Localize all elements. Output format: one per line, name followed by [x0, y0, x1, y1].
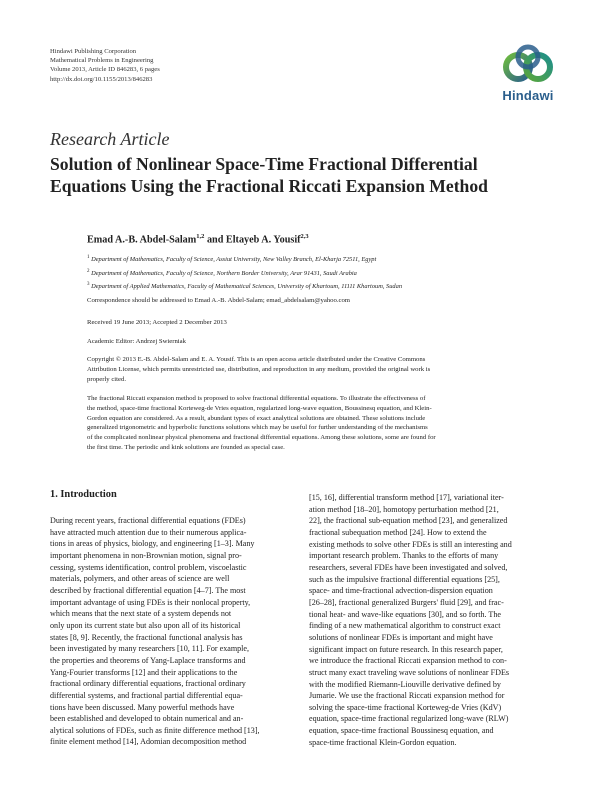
- volume-info: Volume 2013, Article ID 846283, 6 pages: [50, 66, 160, 74]
- body-line: differential systems, and fractional partial differential equa-: [50, 690, 243, 700]
- body-line: Jumarie. We use the fractional Riccati expansion method for: [309, 691, 505, 701]
- journal-header: [50, 47, 160, 84]
- journal-name: Mathematical Problems in Engineering: [50, 57, 154, 65]
- body-line: solutions of nonlinear FDEs is important and might have: [309, 632, 493, 642]
- body-column-right: [309, 492, 556, 748]
- body-line: the properties and theorems of Yang-Laplace transforms and: [50, 655, 246, 665]
- abstract-line: of the complicated nonlinear physical phenomena and fractional differential equations. Among these solutions, some are found for: [87, 434, 436, 442]
- body-line: important phenomena in non-Brownian motion, signal pro-: [50, 550, 242, 560]
- abstract-line: generalized trigonometric and hyperbolic functions solutions which may be useful for further understanding of the mechanisms: [87, 424, 428, 432]
- body-line: Yang-Fourier transforms [12] and their applications to the: [50, 667, 238, 677]
- author-affil-sup: 1,2: [196, 233, 205, 240]
- correspondence: Correspondence should be addressed to Emad A.-B. Abdel-Salam; emad_abdelsalam@yahoo.com: [87, 297, 351, 304]
- affiliation-text: Department of Mathematics, Faculty of Science, Assiut University, New Valley Branch, El-Kharja 72511, Egypt: [91, 256, 377, 264]
- abstract-line: Gordon equation are considered. As a result, abundant types of exact analytical solutions are obtained. These solutions include: [87, 414, 426, 422]
- body-line: ation method [18–20], homotopy perturbation method [21,: [309, 504, 499, 514]
- article-type: Research Article: [50, 129, 170, 149]
- body-line: states [8, 9]. Recently, the fractional functional analysis has: [50, 632, 243, 642]
- body-line: tions in areas of physics, biology, and engineering [1–3]. Many: [50, 539, 255, 549]
- body-line: cessing, systems identification, control problem, viscoelastic: [50, 562, 247, 572]
- affiliation: [87, 252, 402, 266]
- copyright-line: Copyright © 2013 E.-B. Abdel-Salam and E. A. Yousif. This is an open access article distributed under the Creative Commons: [87, 356, 426, 363]
- body-line: equation, space-time fractional regularized long-wave (RLW): [309, 714, 509, 724]
- abstract-line: the method, space-time fractional Korteweg-de Vries equation, regularized long-wave equation, Boussinesq equation, and Klein-: [87, 404, 432, 412]
- abstract-line: The fractional Riccati expansion method is proposed to solve fractional differential equations. To illustrate the effectiveness of: [87, 395, 426, 402]
- body-line: been established and developed to obtain numerical and an-: [50, 714, 244, 724]
- body-line: finite element method [14], Adomian decomposition method: [50, 737, 247, 747]
- body-line: which means that the next state of a system depends not: [50, 609, 232, 619]
- body-line: significant impact on future research. In this research paper,: [309, 644, 503, 654]
- body-line: described by fractional differential equation [4–7]. The most: [50, 585, 246, 595]
- copyright-line: Attribution License, which permits unrestricted use, distribution, and reproduction in any medium, provided the original work is: [87, 365, 431, 373]
- body-line: with the modified Riemann-Liouville derivative defined by: [309, 679, 501, 689]
- affiliation: [87, 279, 402, 293]
- copyright-line: properly cited.: [87, 375, 126, 383]
- received-accepted: Received 19 June 2013; Accepted 2 December 2013: [87, 319, 227, 326]
- body-line: tions have been discussed. Many powerful methods have: [50, 702, 235, 712]
- body-line: finding of a new mathematical algorithm to construct exact: [309, 621, 501, 631]
- affiliations: [87, 252, 402, 293]
- affiliation-number: 2: [87, 268, 90, 274]
- body-line: fractional ordinary differential equations, fractional ordinary: [50, 679, 246, 689]
- academic-editor: Academic Editor: Andrzej Swierniak: [87, 338, 186, 345]
- body-line: such as the impulsive fractional differential equations [25],: [309, 574, 500, 584]
- body-line: solving the space-time fractional Korteweg-de Vries (KdV): [309, 702, 502, 712]
- body-line: struct many exact traveling wave solutions of nonlinear FDEs: [309, 667, 510, 677]
- title-line: Solution of Nonlinear Space-Time Fractional Differential: [50, 154, 478, 174]
- body-line: materials, polymers, and other areas of science are well: [50, 574, 230, 584]
- body-line: During recent years, fractional differential equations (FDEs): [50, 516, 246, 525]
- affiliation: [87, 266, 402, 280]
- body-line: space-time fractional Klein-Gordon equation.: [309, 737, 457, 747]
- author-separator: and: [204, 234, 226, 246]
- body-column-left: [50, 515, 297, 748]
- hindawi-logo: [493, 42, 563, 106]
- author-name: Eltayeb A. Yousif: [225, 234, 301, 246]
- affiliation-number: 3: [87, 282, 90, 288]
- body-line: space- and time-fractional advection-dispersion equation: [309, 586, 493, 596]
- body-line: [26–28], fractional generalized Burgers' fluid [29], and frac-: [309, 597, 504, 607]
- body-line: we introduce the fractional Riccati expansion method to con-: [309, 656, 507, 666]
- body-line: important advantage of using FDEs is their nonlocal property,: [50, 597, 251, 607]
- body-line: researchers, several FDEs have been investigated and solved,: [309, 562, 508, 572]
- body-line: fractional subequation method [24]. How to extend the: [309, 527, 487, 537]
- abstract: [87, 394, 553, 453]
- hindawi-wordmark: Hindawi: [502, 88, 554, 103]
- doi-link[interactable]: http://dx.doi.org/10.1155/2013/846283: [50, 75, 153, 83]
- publisher-line: Hindawi Publishing Corporation: [50, 48, 137, 55]
- copyright-notice: [87, 355, 553, 384]
- author-affil-sup: 2,3: [300, 233, 309, 240]
- affiliation-number: 1: [87, 255, 90, 260]
- body-line: tional heat- and wave-like equations [30], and so forth. The: [309, 609, 502, 619]
- section-heading: 1. Introduction: [50, 489, 117, 500]
- abstract-line: the first time. The periodic and kink solutions are founded as special case.: [87, 443, 285, 451]
- affiliation-text: Department of Mathematics, Faculty of Science, Northern Border University, Arar 91431, Saudi Arabia: [91, 269, 357, 277]
- body-line: 22], the fractional sub-equation method [23], and generalized: [309, 516, 508, 526]
- title-line: Equations Using the Fractional Riccati Expansion Method: [50, 176, 488, 196]
- body-line: important research problem. Thanks to the efforts of many: [309, 551, 499, 561]
- body-line: only upon its current state but also upon all of its historical: [50, 620, 241, 630]
- hindawi-logo-icon: [493, 42, 563, 88]
- body-line: alytical solutions of FDEs, such as finite difference method [13],: [50, 725, 260, 735]
- affiliation-text: Department of Applied Mathematics, Faculty of Mathematical Sciences, University of Khartoum, 11111 Khartoum, Sudan: [91, 283, 403, 291]
- author-name: Emad A.-B. Abdel-Salam: [87, 234, 197, 246]
- paper-title: [50, 153, 550, 197]
- body-line: existing methods to solve other FDEs is still an interesting and: [309, 539, 512, 549]
- body-line: equation, space-time fractional Boussinesq equation, and: [309, 726, 494, 736]
- body-line: been investigated by many researchers [10, 11]. For example,: [50, 644, 250, 654]
- body-line: have attracted much attention due to their numerous applica-: [50, 527, 247, 537]
- body-line: [15, 16], differential transform method [17], variational iter-: [309, 493, 504, 502]
- author-list: [87, 233, 309, 245]
